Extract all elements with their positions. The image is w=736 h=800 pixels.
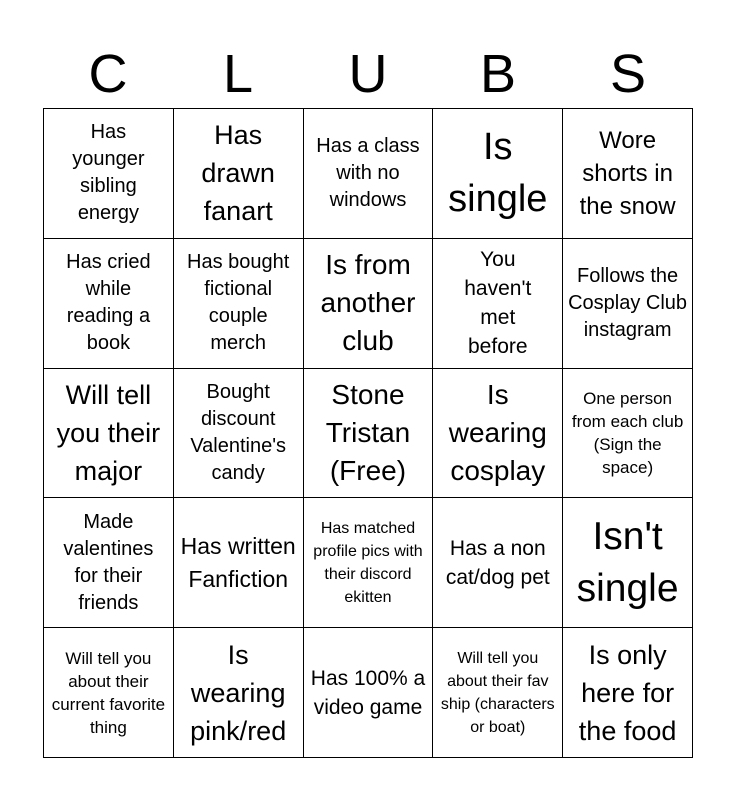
bingo-cell-r3c5[interactable] xyxy=(563,369,693,499)
cell-text: Made valentines for their friends xyxy=(63,510,154,614)
bingo-cell-r1c4[interactable] xyxy=(433,109,563,239)
cell-text: Has written Fanfiction xyxy=(180,532,296,592)
cell-text: Has matched profile pics with their discord ekitten xyxy=(313,519,423,606)
bingo-cell-r5c1[interactable] xyxy=(44,628,174,758)
bingo-cell-r1c1[interactable] xyxy=(44,109,174,239)
bingo-cell-r2c2[interactable] xyxy=(174,239,304,369)
cell-text: Will tell you their major xyxy=(56,379,161,486)
bingo-cell-r4c3[interactable] xyxy=(304,498,434,628)
bingo-header xyxy=(43,40,693,108)
bingo-cell-r2c1[interactable] xyxy=(44,239,174,369)
bingo-cell-r1c2[interactable] xyxy=(174,109,304,239)
bingo-cell-r4c1[interactable] xyxy=(44,498,174,628)
cell-text: Has cried while reading a book xyxy=(66,251,151,355)
bingo-cell-r4c2[interactable] xyxy=(174,498,304,628)
cell-text: Stone Tristan (Free) xyxy=(325,378,411,486)
bingo-cell-r5c4[interactable] xyxy=(433,628,563,758)
bingo-cell-r5c5[interactable] xyxy=(563,628,693,758)
bingo-cell-r2c3[interactable] xyxy=(304,239,434,369)
header-letter-s: S xyxy=(609,44,647,104)
cell-text: Will tell you about their fav ship (characters or boat) xyxy=(440,649,555,736)
cell-text: Has younger sibling energy xyxy=(72,121,145,225)
cell-text: Has 100% a video game xyxy=(310,666,426,719)
cell-text: Is wearing cosplay xyxy=(448,378,547,486)
bingo-cell-r1c5[interactable] xyxy=(563,109,693,239)
cell-text: Is only here for the food xyxy=(578,639,677,746)
bingo-cell-r3c1[interactable] xyxy=(44,369,174,499)
bingo-cell-r2c5[interactable] xyxy=(563,239,693,369)
header-letter-c: C xyxy=(88,44,128,104)
bingo-cell-r3c2[interactable] xyxy=(174,369,304,499)
cell-text: Is from another club xyxy=(320,249,416,357)
cell-text: Wore shorts in the snow xyxy=(579,126,676,220)
cell-text: Has a non cat/dog pet xyxy=(445,536,550,589)
cell-text: Has drawn fanart xyxy=(201,120,275,227)
cell-text: Is wearing pink/red xyxy=(190,639,287,746)
cell-text: Has bought fictional couple merch xyxy=(187,251,290,355)
header-letter-l: L xyxy=(222,44,254,104)
cell-text: Has a class with no windows xyxy=(316,134,420,211)
bingo-cell-r4c5[interactable] xyxy=(563,498,693,628)
cell-text: Is single xyxy=(448,126,548,221)
bingo-cell-r5c3[interactable] xyxy=(304,628,434,758)
cell-text: Isn't single xyxy=(576,514,679,610)
cell-text: Will tell you about their current favorite thing xyxy=(51,648,166,737)
bingo-grid xyxy=(43,108,693,758)
bingo-cell-r5c2[interactable] xyxy=(174,628,304,758)
bingo-cell-r3c4[interactable] xyxy=(433,369,563,499)
header-letter-b: B xyxy=(479,44,517,104)
cell-text: You haven't met before xyxy=(464,248,532,359)
cell-text: One person from each club (Sign the space) xyxy=(571,388,684,477)
cell-text: Bought discount Valentine's candy xyxy=(190,380,287,484)
bingo-cell-r1c3[interactable] xyxy=(304,109,434,239)
cell-text: Follows the Cosplay Club instagram xyxy=(568,264,688,341)
bingo-cell-r4c4[interactable] xyxy=(433,498,563,628)
bingo-cell-r3c3[interactable] xyxy=(304,369,434,499)
bingo-cell-r2c4[interactable] xyxy=(433,239,563,369)
header-letter-u: U xyxy=(348,44,388,104)
